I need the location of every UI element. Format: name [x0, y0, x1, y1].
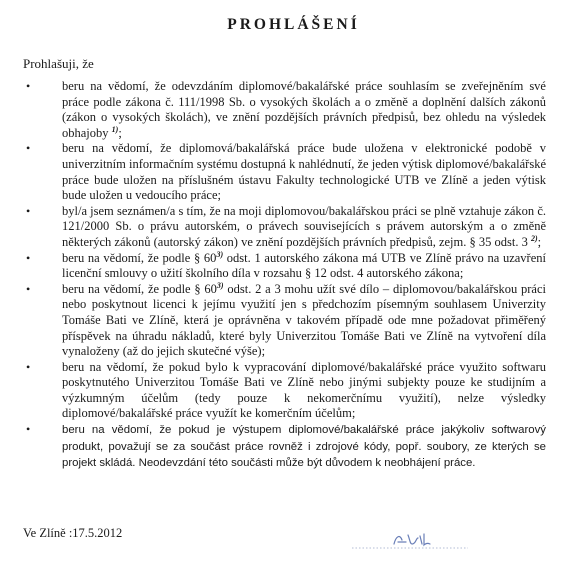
item-punctuation: ; [118, 125, 122, 140]
bullet-icon: • [26, 203, 31, 218]
bullet-icon: • [26, 141, 31, 156]
declaration-item-storage [0, 141, 587, 203]
item-text: odst. 1 autorského zákona má UTB ve Zlíně právo na uzavření licenční smlouvy o užití školního díla v rozsahu § 12 odst. 4 autorského zákona; [62, 250, 546, 281]
item-text: beru na vědomí, že pokud bylo k vypracování diplomové/bakalářské práce využito softwaru poskytnutého Univerzitou Tomáše Bati ve Zlíně nebo jinými subjekty pouze ke studijním a výzkumným účelům (tedy pouze k nekomerčnímu využití), nelze výsledky diplomové/bakalářské práce využít ke komerčním účelům; [62, 359, 546, 421]
item-punctuation: ; [537, 234, 542, 249]
item-text-start: beru na vědomí, že podle § 60 [62, 281, 217, 296]
document-title: PROHLÁŠENÍ [227, 16, 360, 33]
item-text: beru na vědomí, že odevzdáním diplomové/bakalářské práce souhlasím se zveřejněním své práce podle zákona č. 111/1998 Sb. o vysokých školách a o změně a doplnění dalších zákonů (zákon o vysokých školách), ve znění pozdějších právních předpisů, bez ohledu na výsledek obhajoby [62, 79, 546, 140]
bullet-icon: • [26, 281, 31, 296]
footnote-ref: 3) [216, 249, 224, 259]
item-text-start: beru na vědomí, že podle § 60 [62, 250, 217, 265]
bullet-icon: • [26, 422, 31, 437]
item-text: byl/a jsem seznámen/a s tím, že na moji diplomovou/bakalářskou práci se plně vztahuje zákon č. 121/2000 Sb. o právu autorském, o právech souvisejících s právem autorským a o změně některých zákonů (autorský zákon) ve znění pozdějších právních předpisů, zejm. § 35 odst. 3 [62, 203, 546, 249]
footnote-ref: 3) [216, 280, 224, 290]
declaration-list [0, 79, 587, 472]
declaration-item-publication [0, 79, 587, 141]
bullet-icon: • [26, 79, 31, 93]
intro-text: Prohlašuji, že [23, 56, 94, 71]
bullet-icon: • [26, 359, 31, 374]
declaration-item-software-use [0, 360, 587, 422]
declaration-item-license-agreement [0, 251, 587, 282]
item-text: odst. 2 a 3 mohu užít své dílo – diplomovou/bakalářskou práci nebo poskytnout licenci k jejímu využití jen s předchozím písemným souhlasem Univerzity Tomáše Bati ve Zlíně, která je oprávněna v takovém případě ode mne požadovat přiměřený příspěvek na úhradu nákladů, které byly Univerzitou Tomáše Bati ve Zlíně na vytvoření díla vynaloženy (až do jejich skutečné výše); [62, 281, 547, 359]
footnote-ref: 1) [111, 124, 119, 134]
declaration-item-source-code [0, 422, 587, 472]
declaration-item-copyright-law [0, 204, 587, 251]
signature-icon [350, 526, 470, 554]
bullet-icon: • [26, 250, 31, 265]
declaration-item-usage-consent [0, 282, 587, 360]
item-text: beru na vědomí, že diplomová/bakalářská práce bude uložena v elektronické podobě v univerzitním informačním systému dostupná k nahlédnutí, že jeden výtisk diplomové/bakalářské práce bude uložen na příslušném ústavu Fakulty technologické UTB ve Zlíně a jeden výtisk bude uložen u vedoucího práce; [62, 141, 546, 203]
footnote-ref: 2) [530, 233, 538, 243]
item-text: beru na vědomí, že pokud je výstupem diplomové/bakalářské práce jakýkoliv softwarový produkt, považují se za součást práce rovněž i zdrojové kódy, popř. soubory, ze kterých se projekt skládá. Neodevzdání této součásti může být důvodem k neobhájení práce. [62, 424, 546, 470]
place-and-date: Ve Zlíně :17.5.2012 [23, 526, 123, 540]
